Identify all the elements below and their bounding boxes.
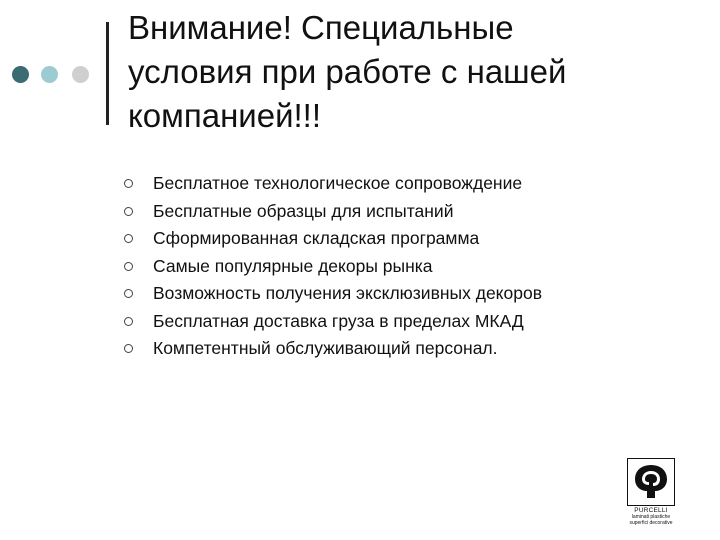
bullet-item bbox=[124, 170, 684, 198]
bullet-text: Бесплатные образцы для испытаний bbox=[153, 200, 454, 221]
bullet-ring-icon bbox=[124, 344, 133, 353]
bullet-item bbox=[124, 280, 684, 308]
bullet-text: Бесплатное технологическое сопровождение bbox=[153, 173, 523, 194]
bullet-text: Компетентный обслуживающий персонал. bbox=[153, 338, 498, 359]
bullet-ring-icon bbox=[124, 207, 133, 216]
decor-dot-mid bbox=[41, 66, 58, 83]
title-line-3: компанией!!! bbox=[128, 97, 322, 134]
bullet-item bbox=[124, 253, 684, 281]
logo-name: PURCELLI bbox=[634, 507, 668, 514]
company-logo bbox=[620, 458, 682, 526]
bullet-text: Самые популярные декоры рынка bbox=[153, 255, 433, 276]
logo-subtitle-line-2: superfici decorative bbox=[629, 520, 673, 526]
title-line-1: Внимание! Специальные bbox=[128, 9, 514, 46]
logo-subtitle bbox=[620, 514, 682, 526]
bullet-item bbox=[124, 335, 684, 363]
slide-title bbox=[128, 6, 698, 138]
bullet-item bbox=[124, 308, 684, 336]
bullet-text: Возможность получения эксклюзивных декоров bbox=[153, 283, 543, 304]
bullet-ring-icon bbox=[124, 317, 133, 326]
bullet-ring-icon bbox=[124, 234, 133, 243]
bullet-ring-icon bbox=[124, 262, 133, 271]
decor-dot-light bbox=[72, 66, 89, 83]
title-line-2: условия при работе с нашей bbox=[128, 53, 567, 90]
bullet-ring-icon bbox=[124, 179, 133, 188]
bullet-item bbox=[124, 198, 684, 226]
bullet-ring-icon bbox=[124, 289, 133, 298]
purcelli-logo-icon bbox=[627, 458, 675, 506]
bullet-text: Бесплатная доставка груза в пределах МКАД bbox=[153, 310, 524, 331]
title-divider bbox=[106, 22, 109, 125]
bullet-text: Сформированная складская программа bbox=[153, 228, 480, 249]
bullet-list bbox=[124, 170, 684, 363]
decor-dot-dark bbox=[12, 66, 29, 83]
bullet-item bbox=[124, 225, 684, 253]
logo-subtitle-line-1: laminati plastiche bbox=[631, 514, 671, 520]
